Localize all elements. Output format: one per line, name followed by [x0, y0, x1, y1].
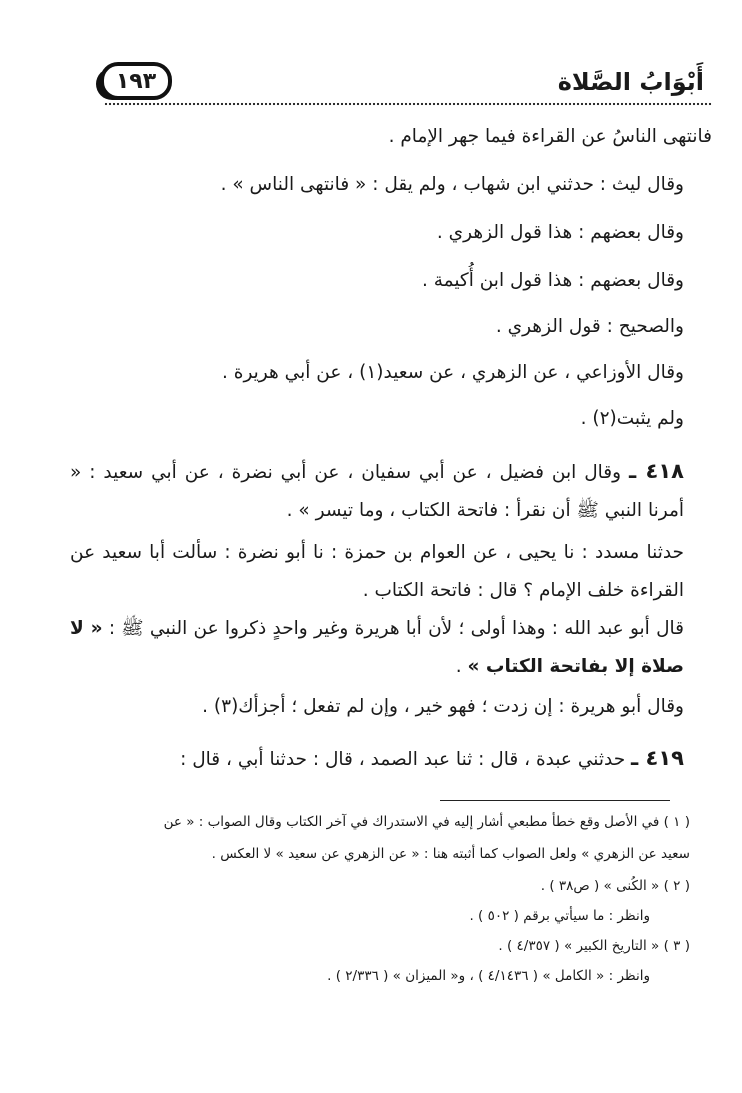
footnote-line: وانظر : ما سيأتي برقم ( ٥٠٢ ) . [469, 908, 650, 924]
footnote-line: وانظر : « الكامل » ( ٤/١٤٣٦ ) ، و« الميزان » ( ٢/٣٣٦ ) . [327, 968, 650, 984]
footnote-line: ( ٣ ) « التاريخ الكبير » ( ٤/٣٥٧ ) . [498, 938, 690, 954]
footnote-line: ( ١ ) في الأصل وقع خطأ مطبعي أشار إليه في الاستدراك في آخر الكتاب وقال الصواب : « عن [163, 814, 690, 830]
paragraph: وقال أبو هريرة : إن زدت ؛ فهو خير ، وإن لم تفعل ؛ أجزأك(٣) . [202, 696, 684, 717]
page-number: ١٩٣ [115, 68, 157, 94]
footnote-line: سعيد عن الزهري » ولعل الصواب كما أثبته هنا : « عن الزهري عن سعيد » لا العكس . [211, 846, 690, 862]
paragraph: وقال ليث : حدثني ابن شهاب ، ولم يقل : « فانتهى الناس » . [220, 174, 684, 195]
header-dotted-rule [104, 102, 712, 106]
footnote-separator [440, 800, 670, 801]
page-number-badge [100, 62, 172, 100]
page-header [92, 60, 704, 104]
paragraph: حدثنا مسدد : نا يحيى ، عن العوام بن حمزة : نا أبو نضرة : سألت أبا سعيد عن القراءة خلف الإمام ؟ قال : فاتحة الكتاب . [70, 542, 684, 601]
paragraph: وقال بعضهم : هذا قول الزهري . [436, 222, 684, 243]
paragraph: وقال بعضهم : هذا قول ابن أُكيمة . [421, 270, 684, 291]
hadith-number: ٤١٨ ـ [628, 459, 684, 483]
paragraph: فانتهى الناسُ عن القراءة فيما جهر الإمام . [388, 126, 712, 147]
paragraph: وقال الأوزاعي ، عن الزهري ، عن سعيد(١) ، عن أبي هريرة . [222, 362, 684, 383]
hadith-418: ٤١٨ ـ وقال ابن فضيل ، عن أبي سفيان ، عن أبي نضرة ، عن أبي سعيد : « أمرنا النبي ﷺ أن نقرأ : فاتحة الكتاب ، وما تيسر » . [70, 459, 684, 521]
hadith-number: ٤١٩ ـ [631, 746, 684, 770]
bold-quote: « لا صلاة إلا بفاتحة الكتاب » [70, 618, 684, 677]
chapter-title: أَبْوَابُ الصَّلاة [557, 68, 704, 96]
hadith-419: ٤١٩ ـ حدثني عبدة ، قال : ثنا عبد الصمد ، قال : حدثنا أبي ، قال : [180, 746, 684, 770]
paragraph: والصحيح : قول الزهري . [495, 316, 684, 337]
paragraph: ولم يثبت(٢) . [580, 408, 684, 429]
footnote-line: ( ٢ ) « الكُنى » ( ص٣٨ ) . [540, 878, 690, 894]
paragraph: قال أبو عبد الله : وهذا أولى ؛ لأن أبا هريرة وغير واحدٍ ذكروا عن النبي ﷺ : « لا صلاة إلا بفاتحة الكتاب » . [70, 618, 684, 677]
